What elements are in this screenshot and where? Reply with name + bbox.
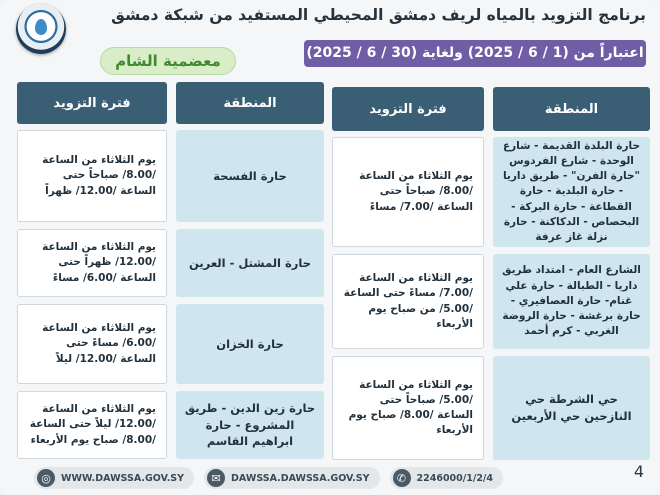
period-banner: اعتباراً من (1 / 6 / 2025) ولغاية (30 / 6 / 2025) xyxy=(304,40,646,67)
left-time-cell-4: يوم الثلاثاء من الساعة /12.00/ ليلاً حتى الساعة /8.00/ صباح يوم الأربعاء xyxy=(17,391,167,459)
right-time-cell-2: يوم الثلاثاء من الساعة /7.00/ مساءً حتى الساعة /5.00/ من صباح يوم الأربعاء xyxy=(332,254,484,349)
left-time-cell-3: يوم الثلاثاء من الساعة /6.00/ مساءً حتى الساعة /12.00/ ليلاً xyxy=(17,304,167,384)
right-area-cell-1: حارة البلدة القديمة - شارع الوحدة - شارع الفردوس "حارة الفرن" - طريق داريا - حارة البلدية - حارة القطاعة - حارة البركة - البحصاص - الدكاكنة - حارة نزلة غاز عرفة xyxy=(493,137,650,247)
left-area-header: المنطقة xyxy=(176,82,324,124)
globe-icon: ◎ xyxy=(37,469,55,487)
left-area-cell-1: حارة الفسحة xyxy=(176,130,324,222)
right-time-header: فترة التزويد xyxy=(332,87,484,131)
left-time-header: فترة التزويد xyxy=(17,82,167,124)
page-number: 4 xyxy=(633,462,644,481)
left-time-cell-1: يوم الثلاثاء من الساعة /8.00/ صباحاً حتى الساعة /12.00/ ظهراً xyxy=(17,130,167,222)
website-link[interactable] xyxy=(34,467,194,489)
left-area-cell-3: حارة الخزان xyxy=(176,304,324,384)
organization-logo xyxy=(16,4,66,54)
right-time-cell-3: يوم الثلاثاء من الساعة /5.00/ صباحاً حتى الساعة /8.00/ صباح يوم الأربعاء xyxy=(332,356,484,460)
right-area-cell-3: حي الشرطة حي النازحين حي الأربعين xyxy=(493,356,650,460)
phone-icon: ✆ xyxy=(393,469,411,487)
right-area-cell-2: الشارع العام - امتداد طريق داريا - الطبالة - حارة علي غنام- حارة العصافيري - حارة برغشة - حارة الروضة الغربي - كرم أحمد xyxy=(493,254,650,349)
water-drop-icon xyxy=(35,19,47,35)
email-text: DAWSSA.DAWSSA.GOV.SY xyxy=(231,472,370,484)
footer xyxy=(34,466,494,490)
left-area-cell-2: حارة المشتل - العرين xyxy=(176,229,324,297)
mail-icon: ✉ xyxy=(207,469,225,487)
phone-text: 2246000/1/2/4 xyxy=(416,472,494,484)
email-link[interactable] xyxy=(204,467,379,489)
left-time-cell-2: يوم الثلاثاء من الساعة /12.00/ ظهراً حتى الساعة /6.00/ مساءً xyxy=(17,229,167,297)
page-title: برنامج التزويد بالمياه لريف دمشق المحيطي المستفيد من شبكة دمشق xyxy=(111,6,646,24)
website-text: WWW.DAWSSA.GOV.SY xyxy=(61,472,185,484)
left-area-cell-4: حارة زين الدين - طريق المشروع - حارة ابراهيم القاسم xyxy=(176,391,324,459)
region-tag: معضمية الشام xyxy=(100,47,236,75)
right-area-header: المنطقة xyxy=(493,87,650,131)
phone-link[interactable] xyxy=(390,467,504,489)
right-time-cell-1: يوم الثلاثاء من الساعة /8.00/ صباحاً حتى الساعة /7.00/ مساءً xyxy=(332,137,484,247)
